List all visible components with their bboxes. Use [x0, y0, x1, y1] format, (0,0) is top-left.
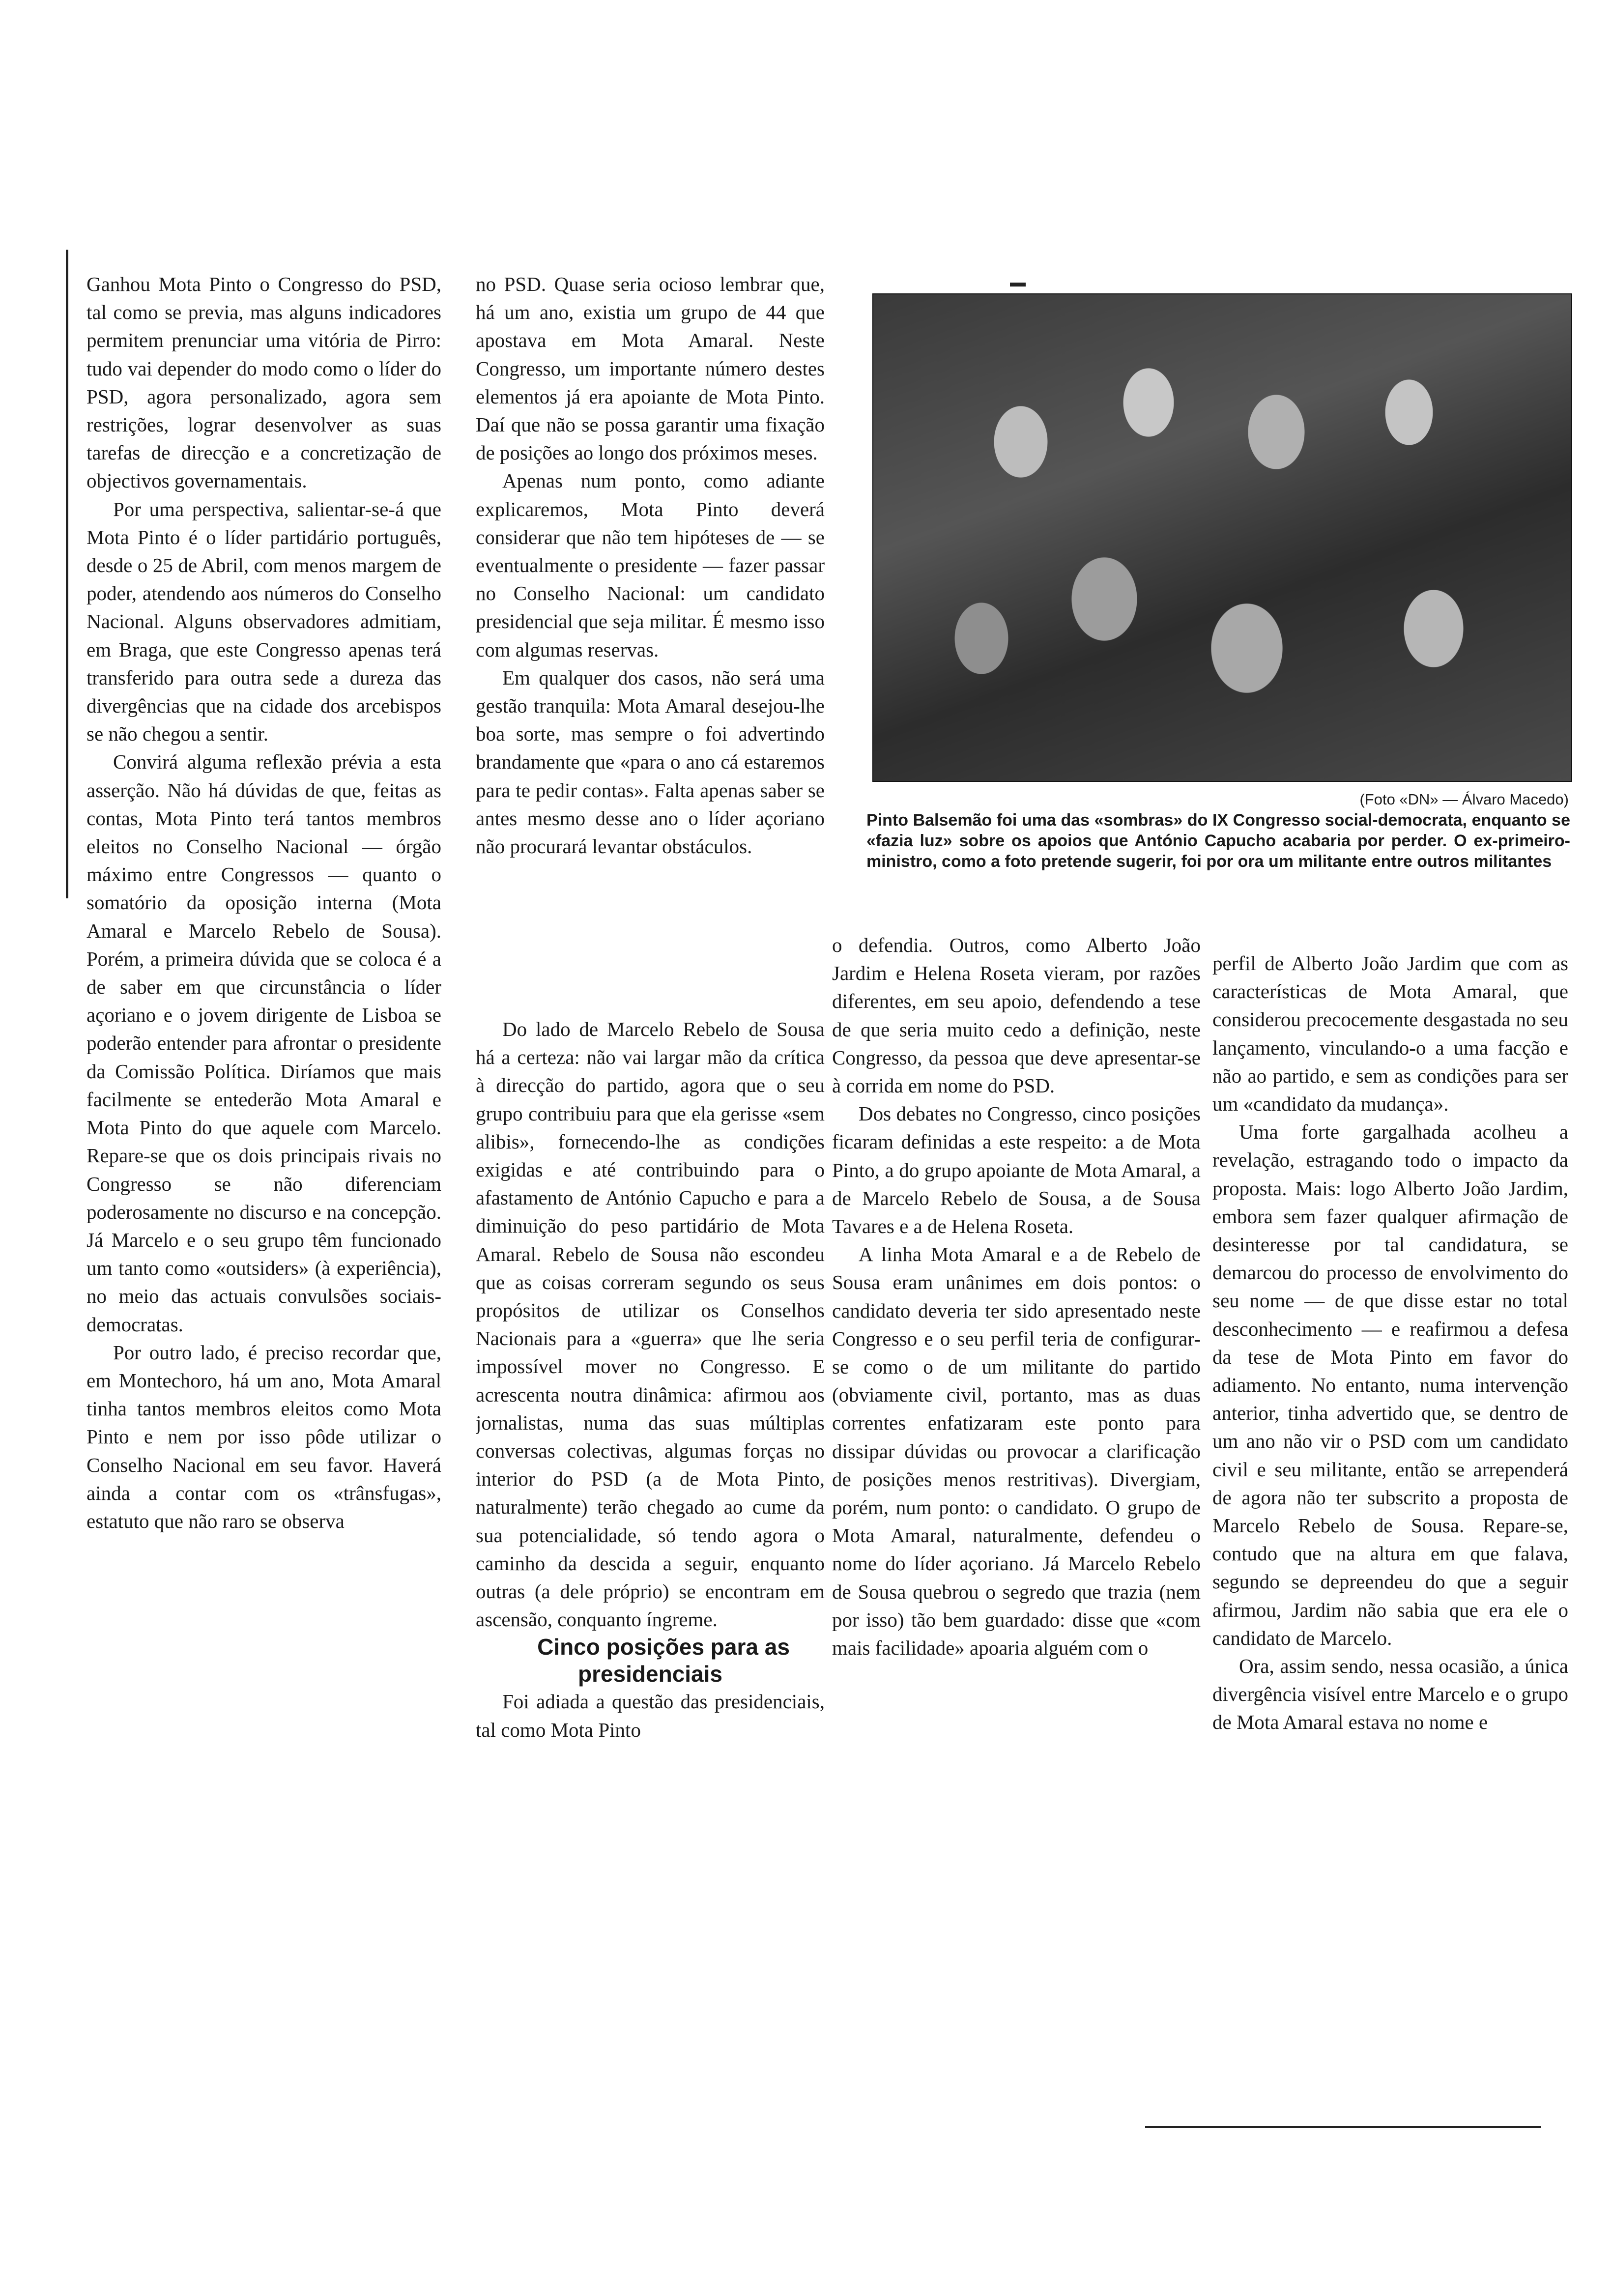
paragraph: Apenas num ponto, como adiante explicaremos, Mota Pinto deverá considerar que não tem hipóteses de — se eventualmente o presidente — fazer passar no Conselho Nacional: um candidato presidencial que seja militar. É mesmo isso com algumas reservas.	[476, 469, 825, 661]
paragraph: Do lado de Marcelo Rebelo de Sousa há a certeza: não vai largar mão da crítica à direcção do partido, agora que o seu grupo contribuiu para que ela gerisse «sem alibis», fornecendo-lhe as condições exigidas e até contribuindo para o afastamento de António Capucho e para a diminuição do peso partidário de Mota Amaral. Rebelo de Sousa não escondeu que as coisas correram segundo os seus propósitos de utilizar os Conselhos Nacionais para a «guerra» que lhe seria impossível mover no Congresso. E acrescenta noutra dinâmica: afirmou aos jornalistas, numa das suas múltiplas conversas colectivas, algumas forças no interior do PSD (a de Mota Pinto, naturalmente) terão chegado ao cume da sua potencialidade, só tendo agora o caminho da descida a seguir, enquanto outras (a dele próprio) se encontram em ascensão, conquanto íngreme.	[476, 1018, 825, 1631]
top-dash-mark	[1010, 283, 1026, 287]
article-column-3	[832, 931, 1201, 2123]
paragraph: Ora, assim sendo, nessa ocasião, a única divergência visível entre Marcelo e o grupo de Mota Amaral estava no nome e	[1212, 1655, 1568, 1734]
paragraph: Ganhou Mota Pinto o Congresso do PSD, tal como se previa, mas alguns indicadores permitem prenunciar uma vitória de Pirro: tudo vai depender do modo como o líder do PSD, agora personalizado, agora sem restrições, lograr desenvolver as suas tarefas de direcção e a concretização de objectivos governamentais.	[86, 273, 441, 492]
bottom-rule	[1145, 2126, 1541, 2128]
section-subheading: Cinco posições para as presidenciais	[537, 1634, 790, 1687]
article-column-2-bottom	[476, 1015, 825, 2121]
paragraph: Por uma perspectiva, salientar-se-á que Mota Pinto é o líder partidário português, desde o 25 de Abril, com menos margem de poder, atendendo aos números do Conselho Nacional. Alguns observadores admitiam, em Braga, que este Congresso apenas terá transferido para outra sede a dureza das divergências que na cidade dos arcebispos se não chegou a sentir.	[86, 497, 441, 746]
paragraph: o defendia. Outros, como Alberto João Jardim e Helena Roseta vieram, por razões diferentes, em seu apoio, defendendo a tese de que seria muito cedo a definição, neste Congresso, da pessoa que deve apresentar-se à corrida em nome do PSD.	[832, 934, 1201, 1097]
paragraph: no PSD. Quase seria ocioso lembrar que, há um ano, existia um grupo de 44 que apostava em Mota Amaral. Neste Congresso, um importante número destes elementos já era apoiante de Mota Pinto. Daí que não se possa garantir uma fixação de posições ao longo dos próximos meses.	[476, 273, 825, 464]
article-column-1	[86, 270, 441, 2123]
column-rule-left	[66, 250, 68, 898]
paragraph: Foi adiada a questão das presidenciais, tal como Mota Pinto	[476, 1690, 825, 1741]
article-column-4	[1212, 949, 1568, 2123]
photo-caption: Pinto Balsemão foi uma das «sombras» do IX Congresso social-democrata, enquanto se «fazia luz» sobre os apoios que António Capucho acabaria por perder. O ex-primeiro-ministro, como a foto pretende sugerir, foi por ora um militante entre outros militantes	[866, 811, 1570, 871]
article-column-2-top	[476, 270, 825, 988]
paragraph: Em qualquer dos casos, não será uma gestão tranquila: Mota Amaral desejou-lhe boa sorte, mas sempre o foi advertindo brandamente que «para o ano cá estaremos para te pedir contas». Falta apenas saber se antes mesmo desse ano o líder açoriano não procurará levantar obstáculos.	[476, 666, 825, 858]
paragraph: Convirá alguma reflexão prévia a esta asserção. Não há dúvidas de que, feitas as contas, Mota Pinto terá tantos membros eleitos no Conselho Nacional — órgão máximo entre Congressos — quanto o somatório da oposição interna (Mota Amaral e Marcelo Rebelo de Sousa). Porém, a primeira dúvida que se coloca é a de saber em que circunstância o líder açoriano e o jovem dirigente de Lisboa se poderão entender para afrontar o presidente da Comissão Política. Diríamos que mais facilmente se entederão Mota Amaral e Mota Pinto do que aquele com Marcelo. Repare-se que os dois principais rivais no Congresso se não diferenciam poderosamente no discurso e na concepção. Já Marcelo e o seu grupo têm funcionado um tanto como «outsiders» (à experiência), no meio das actuais convulsões sociais-democratas.	[86, 750, 441, 1336]
paragraph: A linha Mota Amaral e a de Rebelo de Sousa eram unânimes em dois pontos: o candidato deveria ter sido apresentado neste Congresso e o seu perfil teria de configurar-se como o de um militante do partido (obviamente civil, portanto, mas as duas correntes enfatizaram este ponto para dissipar dúvidas ou provocar a clarificação de posições menos restritivas). Divergiam, porém, num ponto: o candidato. O grupo de Mota Amaral, naturalmente, defendeu o nome do líder açoriano. Já Marcelo Rebelo de Sousa quebrou o segredo que trazia (nem por isso) tão bem guardado: disse que «com mais facilidade» apoaria alguém com o	[832, 1243, 1201, 1660]
paragraph: Dos debates no Congresso, cinco posições ficaram definidas a este respeito: a de Mota Pinto, a do grupo apoiante de Mota Amaral, a de Marcelo Rebelo de Sousa, a de Sousa Tavares e a de Helena Roseta.	[832, 1102, 1201, 1238]
paragraph: Uma forte gargalhada acolheu a revelação, estragando todo o impacto da proposta. Mais: logo Alberto João Jardim, embora sem fazer qualquer afirmação de desinteresse por tal candidatura, se demarcou do processo de envolvimento do seu nome — de que disse estar no total desconhecimento — e reafirmou a defesa da tese de Mota Pinto em favor do adiamento. No entanto, numa intervenção anterior, tinha advertido que, se dentro de um ano não vir o PSD com um candidato civil e seu militante, então se arrependerá de agora não ter subscrito a proposta de Marcelo Rebelo de Sousa. Repare-se, contudo que na altura em que falava, segundo se depreendeu do que a seguir afirmou, Jardim não sabia que era ele o candidato de Marcelo.	[1212, 1120, 1568, 1649]
paragraph: perfil de Alberto João Jardim que com as características de Mota Amaral, que considerou precocemente desgastada no seu lançamento, vinculando-o a uma facção e não ao partido, e sem as condições para ser um «candidato da mudança».	[1212, 952, 1568, 1116]
paragraph: Por outro lado, é preciso recordar que, em Montechoro, há um ano, Mota Amaral tinha tantos membros eleitos como Mota Pinto e nem por isso pôde utilizar o Conselho Nacional em seu favor. Haverá ainda a contar com os «trânsfugas», estatuto que não raro se observa	[86, 1341, 441, 1532]
photo-credit: (Foto «DN» — Álvaro Macedo)	[1359, 791, 1569, 808]
article-photo	[872, 293, 1572, 782]
